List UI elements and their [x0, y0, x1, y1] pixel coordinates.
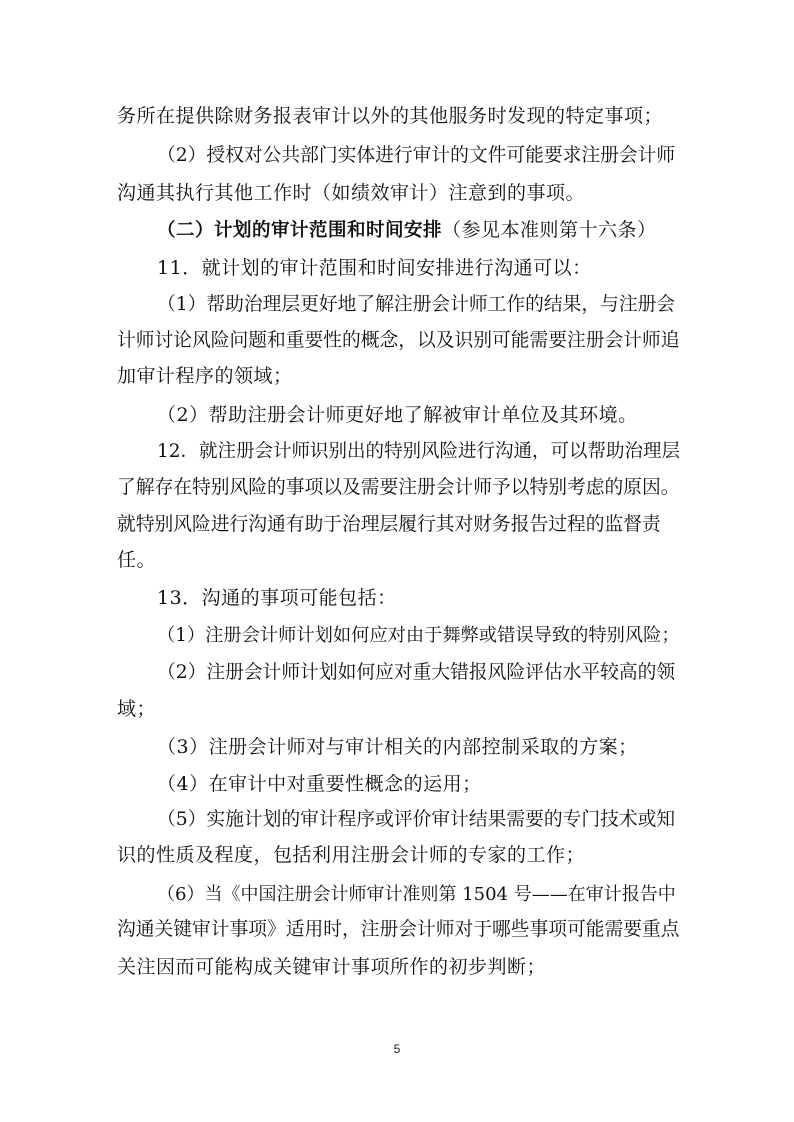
paragraph-line: （3）注册会计师对与审计相关的内部控制采取的方案； [157, 736, 638, 758]
paragraph-line: （1）帮助治理层更好地了解注册会计师工作的结果，与注册会 [157, 294, 676, 315]
paragraph-line: （2）帮助注册会计师更好地了解被审计单位及其环境。 [157, 404, 638, 426]
paragraph-line: 13．沟通的事项可能包括： [157, 587, 397, 609]
paragraph-line: 加审计程序的领域； [117, 365, 293, 387]
paragraph-line: 了解存在特别风险的事项以及需要注册会计师予以特别考虑的原因。 [117, 477, 680, 498]
section-heading-reference: （参见本准则第十六条） [442, 219, 657, 241]
paragraph-line: 任。 [117, 549, 157, 571]
paragraph-line: （2）授权对公共部门实体进行审计的文件可能要求注册会计师 [157, 145, 676, 166]
section-heading-title: （二）计划的审计范围和时间安排 [157, 220, 443, 241]
paragraph-line: 沟通关键审计事项》适用时，注册会计师对于哪些事项可能需要重点 [117, 919, 680, 940]
paragraph-line: 12．就注册会计师识别出的特别风险进行沟通，可以帮助治理层 [157, 441, 681, 462]
paragraph-line: 计师讨论风险问题和重要性的概念，以及识别可能需要注册会计师追 [117, 330, 680, 351]
section-heading [157, 218, 657, 243]
paragraph-line: 务所在提供除财务报表审计以外的其他服务时发现的特定事项； [117, 105, 664, 127]
paragraph-line: 识的性质及程度，包括利用注册会计师的专家的工作； [117, 844, 586, 866]
paragraph-line: （2）注册会计师计划如何应对重大错报风险评估水平较高的领 [157, 662, 676, 683]
paragraph-line: 域； [117, 698, 157, 720]
paragraph-line: 11．就计划的审计范围和时间安排进行沟通可以： [157, 257, 592, 279]
paragraph-line: （1）注册会计师计划如何应对由于舞弊或错误导致的特别风险； [157, 625, 680, 646]
paragraph-line: （4）在审计中对重要性概念的运用； [157, 773, 482, 795]
page-number: 5 [393, 1042, 401, 1056]
paragraph-line: 沟通其执行其他工作时（如绩效审计）注意到的事项。 [117, 182, 586, 204]
paragraph-line: 关注因而可能构成关键审计事项所作的初步判断； [117, 956, 547, 978]
paragraph-line: （5）实施计划的审计程序或评价审计结果需要的专门技术或知 [157, 809, 676, 830]
paragraph-line: （6）当《中国注册会计师审计准则第 1504 号——在审计报告中 [157, 884, 676, 905]
paragraph-line: 就特别风险进行沟通有助于治理层履行其对财务报告过程的监督责 [117, 514, 661, 535]
